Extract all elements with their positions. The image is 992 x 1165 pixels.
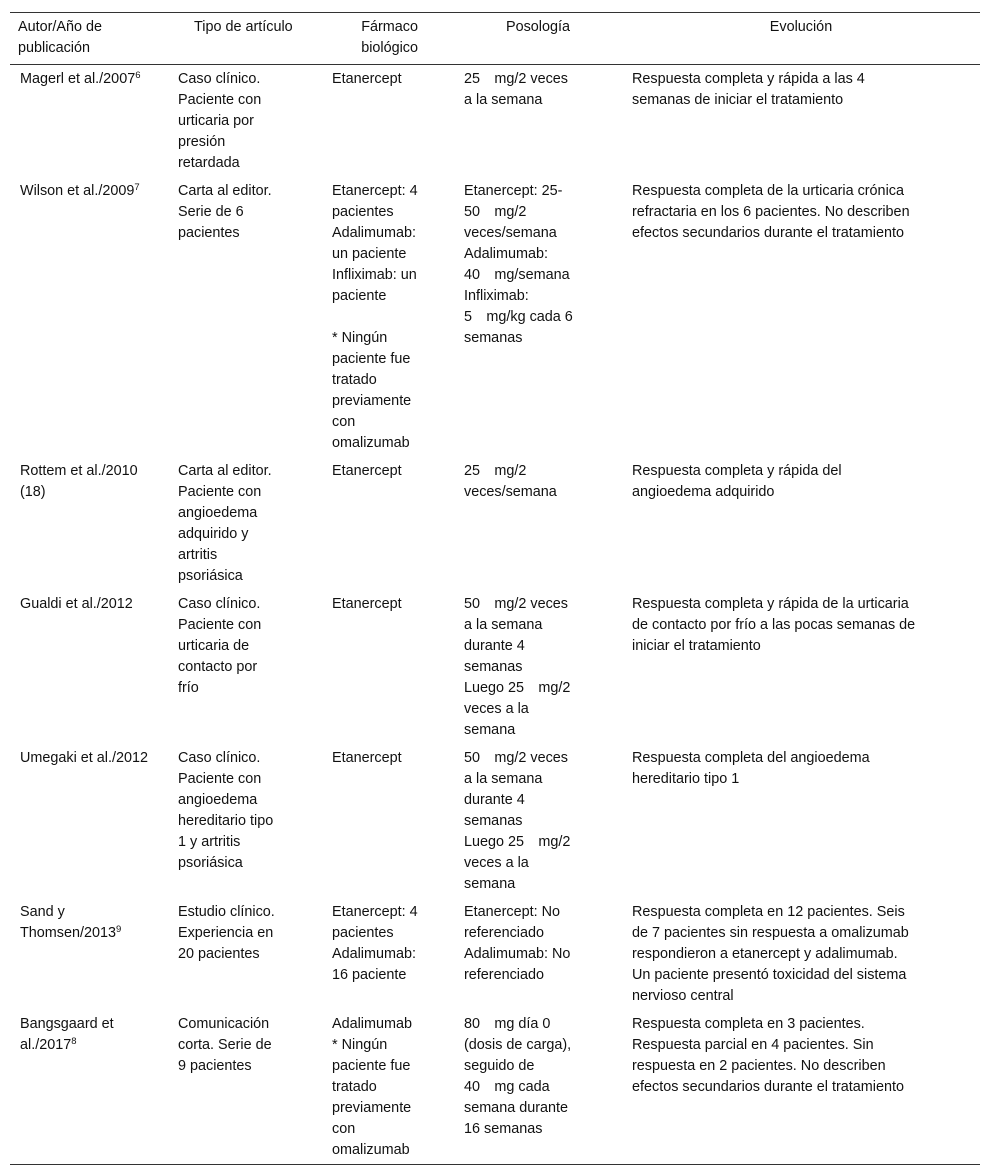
dosage-line: veces/semana <box>464 484 557 500</box>
cell-author <box>10 590 168 744</box>
evolution-line: refractaria en los 6 pacientes. No describen <box>632 204 910 220</box>
cell-evolution <box>622 898 980 1010</box>
drug-line: previamente <box>332 1100 412 1116</box>
drug-line: Adalimumab <box>332 1016 412 1032</box>
drug-line: Etanercept <box>332 596 402 612</box>
header-evolution: Evolución <box>622 13 980 65</box>
cell-drug <box>322 177 454 457</box>
table-row <box>10 177 980 457</box>
type-line: pacientes <box>178 225 240 241</box>
type-line: urticaria por <box>178 113 254 129</box>
dosage-line: 5 mg/kg cada 6 <box>464 309 573 325</box>
type-line: Estudio clínico. <box>178 904 275 920</box>
evolution-line: de 7 pacientes sin respuesta a omalizumab <box>632 925 909 941</box>
evolution-line: efectos secundarios durante el tratamiento <box>632 225 904 241</box>
evolution-line: respuesta en 2 pacientes. No describen <box>632 1058 886 1074</box>
drug-line: pacientes <box>332 925 394 941</box>
evolution-line: de contacto por frío a las pocas semanas de <box>632 617 916 633</box>
drug-line: Adalimumab: <box>332 946 416 962</box>
cell-drug <box>322 1010 454 1165</box>
drug-line: * Ningún <box>332 1037 388 1053</box>
type-line: psoriásica <box>178 855 243 871</box>
header-drug: Fármaco biológico <box>322 13 454 65</box>
drug-line: Etanercept: 4 <box>332 904 418 920</box>
cell-drug <box>322 65 454 178</box>
header-author: Autor/Año de publicación <box>10 13 168 65</box>
header-dosage: Posología <box>454 13 622 65</box>
evolution-line: Respuesta completa del angioedema <box>632 750 870 766</box>
biologics-table <box>10 12 980 1165</box>
drug-note-line: omalizumab <box>332 435 410 451</box>
dosage-line: 25 mg/2 <box>464 463 527 479</box>
cell-type <box>168 744 322 898</box>
cell-evolution <box>622 457 980 590</box>
dosage-line: durante 4 <box>464 638 525 654</box>
cell-author <box>10 1010 168 1165</box>
drug-line: con <box>332 1121 356 1137</box>
dosage-line: referenciado <box>464 967 544 983</box>
type-line: Serie de 6 <box>178 204 244 220</box>
header-type: Tipo de artículo <box>168 13 322 65</box>
drug-line: Etanercept <box>332 463 402 479</box>
drug-line: pacientes <box>332 204 394 220</box>
cell-author <box>10 744 168 898</box>
drug-line: paciente <box>332 288 387 304</box>
dosage-line: durante 4 <box>464 792 525 808</box>
type-line: presión <box>178 134 226 150</box>
evolution-line: respondieron a etanercept y adalimumab. <box>632 946 898 962</box>
reference-number: 9 <box>116 924 122 935</box>
cell-type <box>168 590 322 744</box>
dosage-line: semanas <box>464 330 523 346</box>
cell-dosage <box>454 457 622 590</box>
type-line: Caso clínico. <box>178 71 261 87</box>
author-text: Wilson et al./2009 <box>20 183 135 199</box>
dosage-line: veces a la <box>464 701 529 717</box>
evolution-line: Respuesta completa y rápida a las 4 <box>632 71 865 87</box>
dosage-line: Etanercept: No <box>464 904 560 920</box>
cell-evolution <box>622 177 980 457</box>
cell-evolution <box>622 1010 980 1165</box>
dosage-line: Adalimumab: <box>464 246 548 262</box>
evolution-line: Respuesta completa en 3 pacientes. <box>632 1016 865 1032</box>
dosage-line: Luego 25 mg/2 <box>464 680 571 696</box>
cell-dosage <box>454 1010 622 1165</box>
dosage-line: 40 mg/semana <box>464 267 570 283</box>
evolution-line: Respuesta completa en 12 pacientes. Seis <box>632 904 905 920</box>
type-line: 20 pacientes <box>178 946 260 962</box>
dosage-line: semanas <box>464 813 523 829</box>
table-row <box>10 457 980 590</box>
dosage-line: 16 semanas <box>464 1121 543 1137</box>
drug-line: Adalimumab: <box>332 225 416 241</box>
type-line: Paciente con <box>178 617 262 633</box>
drug-note-line: tratado <box>332 372 377 388</box>
cell-type <box>168 898 322 1010</box>
type-line: angioedema <box>178 505 258 521</box>
type-line: Carta al editor. <box>178 463 272 479</box>
cell-type <box>168 65 322 178</box>
dosage-line: veces/semana <box>464 225 557 241</box>
evolution-line: Respuesta completa y rápida del <box>632 463 842 479</box>
dosage-line: Adalimumab: No <box>464 946 571 962</box>
dosage-line: 50 mg/2 veces <box>464 596 568 612</box>
drug-line: 16 paciente <box>332 967 407 983</box>
type-line: Caso clínico. <box>178 596 261 612</box>
evolution-line: iniciar el tratamiento <box>632 638 761 654</box>
author-text: Umegaki et al./2012 <box>20 750 148 766</box>
table-body <box>10 65 980 1165</box>
cell-evolution <box>622 590 980 744</box>
cell-dosage <box>454 65 622 178</box>
table-row <box>10 65 980 178</box>
type-line: Paciente con <box>178 771 262 787</box>
evolution-line: angioedema adquirido <box>632 484 775 500</box>
drug-note-line: paciente fue <box>332 351 411 367</box>
drug-line: paciente fue <box>332 1058 411 1074</box>
type-line: Experiencia en <box>178 925 274 941</box>
dosage-line: (dosis de carga), <box>464 1037 572 1053</box>
cell-drug <box>322 898 454 1010</box>
drug-line: omalizumab <box>332 1142 410 1158</box>
table-header-row <box>10 13 980 65</box>
drug-line: Infliximab: un <box>332 267 417 283</box>
drug-line: Etanercept <box>332 71 402 87</box>
dosage-line: Luego 25 mg/2 <box>464 834 571 850</box>
cell-dosage <box>454 177 622 457</box>
evolution-line: efectos secundarios durante el tratamiento <box>632 1079 904 1095</box>
drug-line: un paciente <box>332 246 407 262</box>
dosage-line: 50 mg/2 veces <box>464 750 568 766</box>
type-line: 9 pacientes <box>178 1058 252 1074</box>
dosage-line: Etanercept: 25- <box>464 183 563 199</box>
type-line: contacto por <box>178 659 258 675</box>
table-row <box>10 590 980 744</box>
dosage-line: semanas <box>464 659 523 675</box>
dosage-line: 80 mg día 0 <box>464 1016 551 1032</box>
type-line: hereditario tipo <box>178 813 274 829</box>
type-line: Paciente con <box>178 484 262 500</box>
author-text: Gualdi et al./2012 <box>20 596 133 612</box>
evolution-line: nervioso central <box>632 988 734 1004</box>
type-line: Caso clínico. <box>178 750 261 766</box>
dosage-line: semana durante <box>464 1100 569 1116</box>
evolution-line: Respuesta parcial en 4 pacientes. Sin <box>632 1037 874 1053</box>
drug-line: Etanercept: 4 <box>332 183 418 199</box>
type-line: frío <box>178 680 199 696</box>
drug-line: tratado <box>332 1079 377 1095</box>
type-line: 1 y artritis <box>178 834 241 850</box>
dosage-line: a la semana <box>464 617 543 633</box>
dosage-line: a la semana <box>464 92 543 108</box>
type-line: adquirido y <box>178 526 249 542</box>
type-line: psoriásica <box>178 568 243 584</box>
dosage-line: semana <box>464 876 516 892</box>
author-text: Bangsgaard et al./2017 <box>20 1016 114 1053</box>
reference-number: 8 <box>71 1036 77 1047</box>
drug-note-line: con <box>332 414 356 430</box>
dosage-line: 40 mg cada <box>464 1079 550 1095</box>
author-text: Rottem et al./2010 (18) <box>20 463 138 500</box>
dosage-line: veces a la <box>464 855 529 871</box>
table-row <box>10 1010 980 1165</box>
type-line: Comunicación <box>178 1016 270 1032</box>
author-text: Magerl et al./2007 <box>20 71 136 87</box>
evolution-line: Respuesta completa y rápida de la urticaria <box>632 596 909 612</box>
cell-dosage <box>454 898 622 1010</box>
type-line: artritis <box>178 547 218 563</box>
cell-drug <box>322 457 454 590</box>
cell-author <box>10 898 168 1010</box>
cell-author <box>10 177 168 457</box>
dosage-line: 50 mg/2 <box>464 204 527 220</box>
cell-dosage <box>454 590 622 744</box>
cell-dosage <box>454 744 622 898</box>
type-line: angioedema <box>178 792 258 808</box>
dosage-line: referenciado <box>464 925 544 941</box>
drug-note-line: * Ningún <box>332 330 388 346</box>
drug-note-line: previamente <box>332 393 412 409</box>
type-line: Carta al editor. <box>178 183 272 199</box>
table-row <box>10 744 980 898</box>
author-text: Sand y Thomsen/2013 <box>20 904 116 941</box>
type-line: corta. Serie de <box>178 1037 272 1053</box>
evolution-line: semanas de iniciar el tratamiento <box>632 92 844 108</box>
drug-line: Etanercept <box>332 750 402 766</box>
cell-author <box>10 65 168 178</box>
reference-number: 7 <box>134 182 140 193</box>
dosage-line: semana <box>464 722 516 738</box>
reference-number: 6 <box>135 70 141 81</box>
evolution-line: Un paciente presentó toxicidad del sistema <box>632 967 907 983</box>
evolution-line: hereditario tipo 1 <box>632 771 740 787</box>
type-line: Paciente con <box>178 92 262 108</box>
type-line: urticaria de <box>178 638 250 654</box>
cell-type <box>168 177 322 457</box>
cell-type <box>168 1010 322 1165</box>
cell-evolution <box>622 65 980 178</box>
dosage-line: seguido de <box>464 1058 535 1074</box>
dosage-line: 25 mg/2 veces <box>464 71 568 87</box>
table-row <box>10 898 980 1010</box>
cell-drug <box>322 744 454 898</box>
cell-type <box>168 457 322 590</box>
cell-author <box>10 457 168 590</box>
spacer <box>332 307 446 328</box>
cell-evolution <box>622 744 980 898</box>
cell-drug <box>322 590 454 744</box>
type-line: retardada <box>178 155 240 171</box>
dosage-line: a la semana <box>464 771 543 787</box>
dosage-line: Infliximab: <box>464 288 529 304</box>
evolution-line: Respuesta completa de la urticaria crónica <box>632 183 904 199</box>
